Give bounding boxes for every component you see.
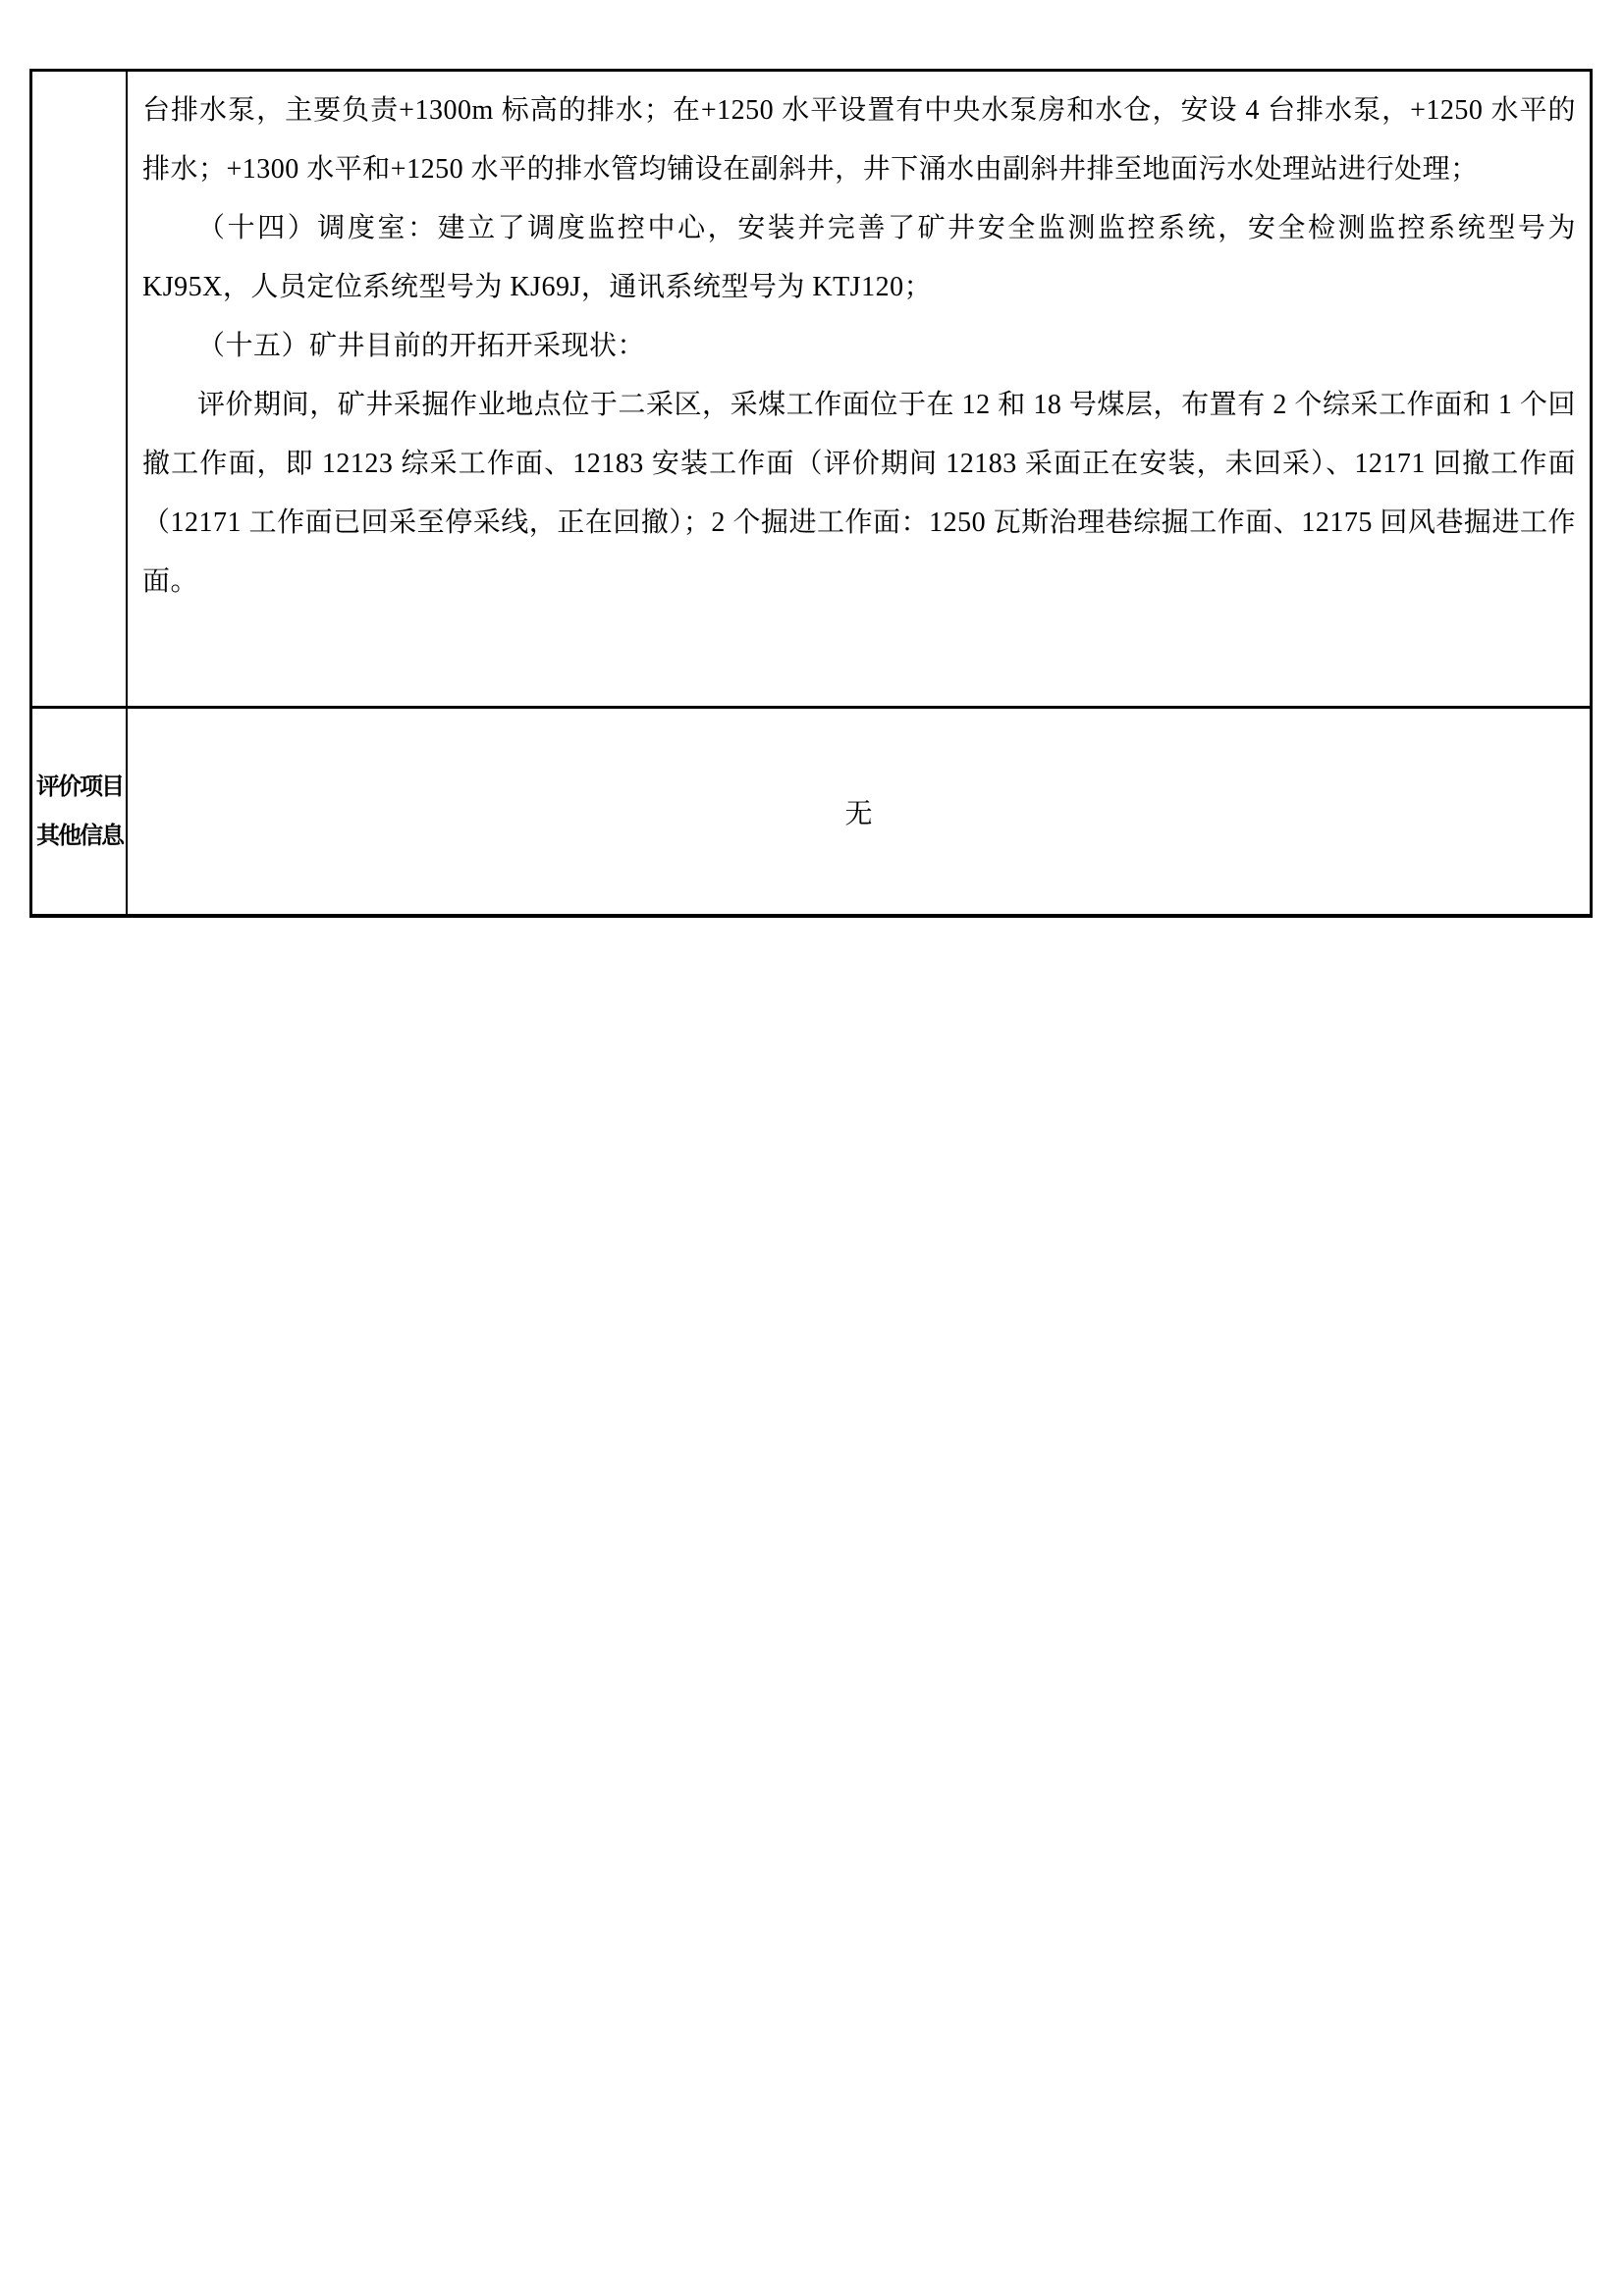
other-info-label-line1: 评价项目 xyxy=(36,774,123,800)
paragraph-mining-status-heading: （十五）矿井目前的开拓开采现状： xyxy=(197,331,646,361)
other-info-label-cell xyxy=(32,709,128,914)
other-info-label-line2: 其他信息 xyxy=(36,823,123,849)
other-info-value: 无 xyxy=(844,798,873,829)
mine-status-text-cell xyxy=(128,72,1590,706)
paragraph-mining-status-detail: 评价期间，矿井采掘作业地点位于二采区，采煤工作面位于在 12 和 18 号煤层，布置有 2 个综采工作面和 1 个回撤工作面，即 12123 综采工作面、12183 安装工作面（评价期间 12183 采面正在安装，未回采）、12171 回撤工作面（12171 工作面已回采至停采线，正在回撤）；2 个掘进工作面：1250 瓦斯治理巷综掘工作面、12175 回风巷掘进工作面。 xyxy=(142,390,1576,597)
paragraph-dispatch-room: （十四）调度室：建立了调度监控中心，安装并完善了矿井安全监测监控系统，安全检测监控系统型号为 KJ95X，人员定位系统型号为 KJ69J，通讯系统型号为 KTJ120； xyxy=(142,213,1576,302)
evaluation-report-table xyxy=(29,69,1593,918)
spanned-label-cell xyxy=(32,72,128,706)
table-row xyxy=(32,72,1590,706)
other-info-value-cell xyxy=(128,709,1590,914)
paragraph-drainage: 台排水泵，主要负责+1300m 标高的排水；在+1250 水平设置有中央水泵房和水仓，安设 4 台排水泵，+1250 水平的排水；+1300 水平和+1250 水平的排水管均铺设在副斜井，井下涌水由副斜井排至地面污水处理站进行处理； xyxy=(142,95,1576,185)
table-row xyxy=(32,706,1590,914)
